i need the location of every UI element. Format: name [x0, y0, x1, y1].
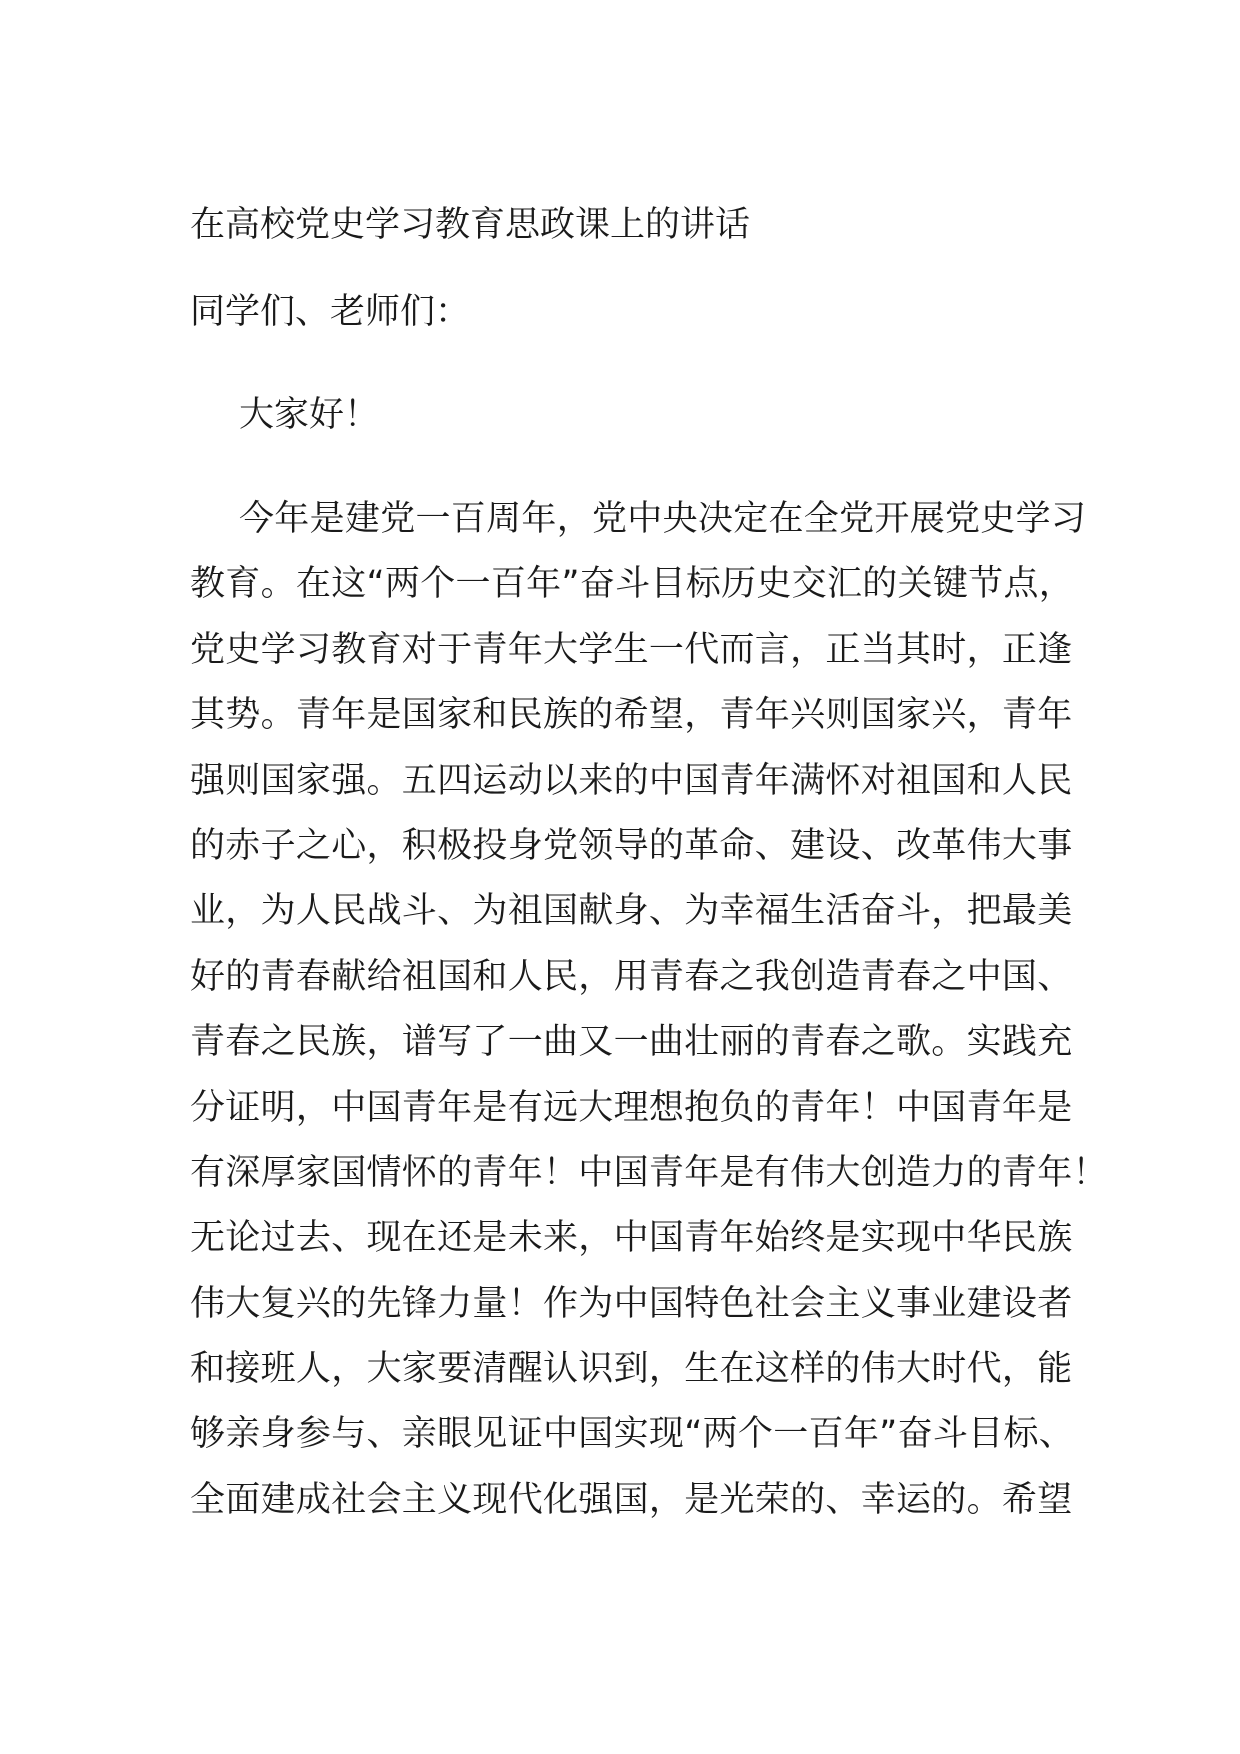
- body-line: 分证明，中国青年是有远大理想抱负的青年！中国青年是: [190, 1087, 1073, 1128]
- greeting: 大家好！: [239, 395, 380, 435]
- body-line: 强则国家强。五四运动以来的中国青年满怀对祖国和人民: [190, 760, 1073, 801]
- body-line: 的赤子之心，积极投身党领导的革命、建设、改革伟大事: [190, 825, 1073, 866]
- body-line: 青春之民族，谱写了一曲又一曲壮丽的青春之歌。实践充: [190, 1022, 1073, 1063]
- document-title: 在高校党史学习教育思政课上的讲话: [190, 205, 751, 245]
- salutation: 同学们、老师们：: [190, 292, 471, 332]
- body-line: 全面建成社会主义现代化强国，是光荣的、幸运的。希望: [190, 1479, 1073, 1520]
- body-line: 和接班人，大家要清醒认识到，生在这样的伟大时代，能: [190, 1349, 1073, 1390]
- body-line: 党史学习教育对于青年大学生一代而言，正当其时，正逢: [190, 629, 1073, 670]
- body-line: 无论过去、现在还是未来，中国青年始终是实现中华民族: [190, 1218, 1073, 1259]
- body-line: 其势。青年是国家和民族的希望，青年兴则国家兴，青年: [190, 695, 1073, 736]
- body-line: 有深厚家国情怀的青年！中国青年是有伟大创造力的青年！: [190, 1152, 1108, 1193]
- body-line: 够亲身参与、亲眼见证中国实现“两个一百年”奋斗目标、: [190, 1414, 1075, 1455]
- body-line: 伟大复兴的先锋力量！作为中国特色社会主义事业建设者: [190, 1283, 1073, 1324]
- body-line: 今年是建党一百周年，党中央决定在全党开展党史学习: [239, 499, 1087, 539]
- body-paragraph: [190, 497, 1108, 1543]
- body-line: 好的青春献给祖国和人民，用青春之我创造青春之中国、: [190, 956, 1073, 997]
- body-line: 教育。在这“两个一百年”奋斗目标历史交汇的关键节点，: [190, 564, 1075, 605]
- body-line: 业，为人民战斗、为祖国献身、为幸福生活奋斗，把最美: [190, 891, 1073, 932]
